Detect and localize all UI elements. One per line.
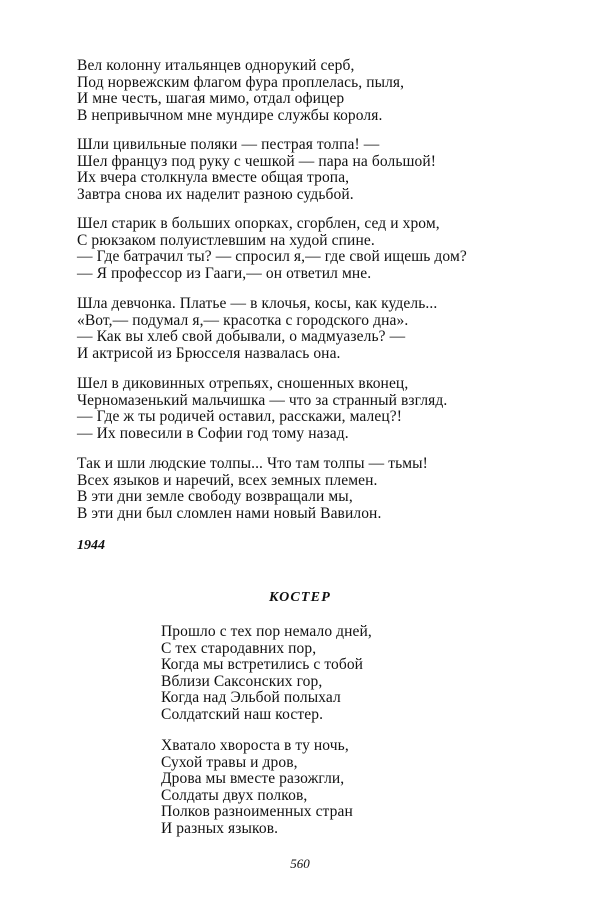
poem-line: Шла девчонка. Платье — в клочья, косы, как кудель... — [77, 295, 438, 312]
poem-line: — Где ж ты родичей оставил, расскажи, малец?! — [77, 408, 402, 426]
poem-line: Так и шли людские толпы... Что там толпы — тьмы! — [77, 455, 428, 472]
poem-line: И актрисой из Брюсселя назвалась она. — [77, 344, 341, 362]
poem-line: Завтра снова их наделит разною судьбой. — [77, 185, 354, 203]
poem-line: Прошло с тех пор немало дней, — [161, 623, 372, 640]
poem2-stanza-1 — [161, 624, 372, 724]
poem2-stanza-2 — [161, 738, 353, 838]
poem1-stanza-2 — [77, 137, 436, 203]
poem-line: — Их повесили в Софии год тому назад. — [77, 424, 349, 442]
poem-line: — Я профессор из Гааги,— он ответил мне. — [77, 264, 372, 282]
poem-line: Их вчера столкнула вместе общая тропа, — [77, 169, 350, 187]
poem-line: — Как вы хлеб свой добывали, о мадмуазель? — — [77, 328, 406, 346]
poem-line: Шли цивильные поляки — пестрая толпа! — — [77, 136, 380, 153]
poem-line: В эти дни земле свободу возвращали мы, — [77, 488, 353, 506]
poem1-stanza-4 — [77, 296, 437, 362]
poem-line: Шел француз под руку с чешкой — пара на большой! — [77, 152, 437, 170]
poem-line: Дрова мы вместе разожгли, — [161, 770, 345, 788]
poem1-stanza-6 — [77, 456, 428, 522]
poem-line: Под норвежским флагом фура проплелась, пыля, — [77, 73, 405, 91]
poem-line: Полков разноименных стран — [161, 803, 353, 821]
poem-title: КОСТЕР — [269, 590, 331, 605]
poem-line: Когда над Эльбой полыхал — [161, 689, 341, 707]
poem-line: В эти дни был сломлен нами новый Вавилон. — [77, 504, 382, 522]
poem-line: Солдатский наш костер. — [161, 705, 324, 723]
poem-line: С тех стародавних пор, — [161, 639, 317, 657]
poem1-stanza-5 — [77, 376, 447, 442]
poem-line: Всех языков и наречий, всех земных племен. — [77, 471, 378, 489]
poem-line: Вел колонну итальянцев однорукий серб, — [77, 57, 355, 74]
poem1-stanza-1 — [77, 58, 404, 124]
poem-line: С рюкзаком полуистлевшим на худой спине. — [77, 231, 375, 249]
poem-date: 1944 — [77, 538, 105, 553]
poem-line: Сухой травы и дров, — [161, 753, 298, 771]
poem-line: «Вот,— подумал я,— красотка с городского дна». — [77, 311, 409, 329]
poem-line: И мне честь, шагая мимо, отдал офицер — [77, 90, 345, 108]
poem-line: Черномазенький мальчишка — что за странный взгляд. — [77, 391, 448, 409]
poem1-stanza-3 — [77, 216, 467, 282]
poem-line: Солдаты двух полков, — [161, 786, 308, 804]
poem-line: Когда мы встретились с тобой — [161, 656, 364, 674]
page-number: 560 — [290, 856, 310, 871]
poem-line: Шел в диковинных отрепьях, сношенных вконец, — [77, 375, 409, 392]
poem-line: Шел старик в больших опорках, сгорблен, сед и хром, — [77, 215, 440, 232]
poem-line: И разных языков. — [161, 819, 279, 837]
poem-line: Вблизи Саксонских гор, — [161, 672, 323, 690]
poem-line: В непривычном мне мундире службы короля. — [77, 106, 383, 124]
poem-line: — Где батрачил ты? — спросил я,— где свой ищешь дом? — [77, 248, 467, 266]
poem-line: Хватало хвороста в ту ночь, — [161, 737, 349, 754]
